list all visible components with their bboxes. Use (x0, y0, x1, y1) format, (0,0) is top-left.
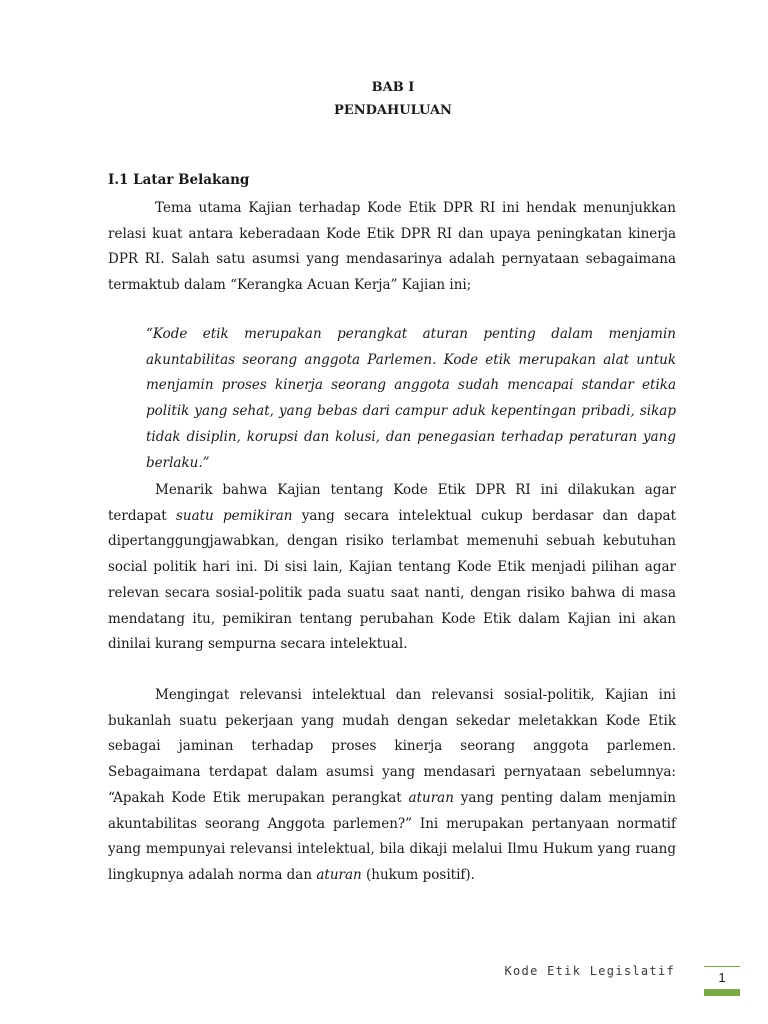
paragraph-3-emphasis-1: aturan (408, 789, 454, 806)
page-number-accent-bar (704, 989, 740, 996)
paragraph-2-emphasis: suatu pemikiran (175, 507, 293, 524)
section-heading: I.1 Latar Belakang (108, 172, 250, 188)
paragraph-2-text-b: yang secara intelektual cukup berdasar dan dapat dipertanggungjawabkan, dengan risiko terlambat memenuhi sebuah kebutuhan social politik hari ini. Di sisi lain, Kajian tentang Kode Etik menjadi pilihan agar relevan secara sosial-politik pada suatu saat nanti, dengan risiko bahwa di masa mendatang itu, pemikiran tentang perubahan Kode Etik dalam Kajian ini akan dinilai kurang sempurna secara intelektual. (108, 507, 676, 653)
running-footer: Kode Etik Legislatif (504, 964, 675, 978)
chapter-title: PENDAHULUAN (334, 103, 452, 118)
page-number-top-rule (704, 966, 740, 967)
paragraph-2 (108, 478, 676, 658)
block-quote (146, 322, 676, 476)
chapter-label: BAB I (371, 80, 415, 95)
paragraph-3-text-a: Mengingat relevansi intelektual dan relevansi sosial-politik, Kajian ini bukanlah suatu pekerjaan yang mudah dengan sekedar meletakkan Kode Etik sebagai jaminan terhadap proses kinerja seorang anggota parlemen. Sebagaimana terdapat dalam asumsi yang mendasari pernyataan sebelumnya: “Apakah Kode Etik merupakan perangkat (108, 687, 676, 806)
paragraph-3-text-c: (hukum positif). (361, 866, 475, 883)
block-quote-text: “Kode etik merupakan perangkat aturan penting dalam menjamin akuntabilitas seorang anggota Parlemen. Kode etik merupakan alat untuk menjamin proses kinerja seorang anggota sudah mencapai standar etika politik yang sehat, yang bebas dari campur aduk kepentingan pribadi, sikap tidak disiplin, korupsi dan kolusi, dan penegasian terhadap peraturan yang berlaku.” (146, 326, 676, 471)
paragraph-3 (108, 683, 676, 889)
paragraph-3-emphasis-2: aturan (316, 866, 362, 883)
paragraph-3-text-b: yang penting dalam menjamin akuntabilitas seorang Anggota parlemen?” Ini merupakan pertanyaan normatif yang mempunyai relevansi intelektual, bila dikaji melalui Ilmu Hukum yang ruang lingkupnya adalah norma dan (108, 789, 676, 883)
paragraph-1 (108, 196, 676, 299)
paragraph-1-text: Tema utama Kajian terhadap Kode Etik DPR RI ini hendak menunjukkan relasi kuat antara keberadaan Kode Etik DPR RI dan upaya peningkatan kinerja DPR RI. Salah satu asumsi yang mendasarinya adalah pernyataan sebagaimana termaktub dalam “Kerangka Acuan Kerja” Kajian ini; (108, 200, 676, 294)
page-number: 1 (718, 970, 726, 985)
page-number-box (704, 966, 740, 996)
paragraph-2-text-a: Menarik bahwa Kajian tentang Kode Etik DPR RI ini dilakukan agar terdapat (108, 482, 676, 524)
